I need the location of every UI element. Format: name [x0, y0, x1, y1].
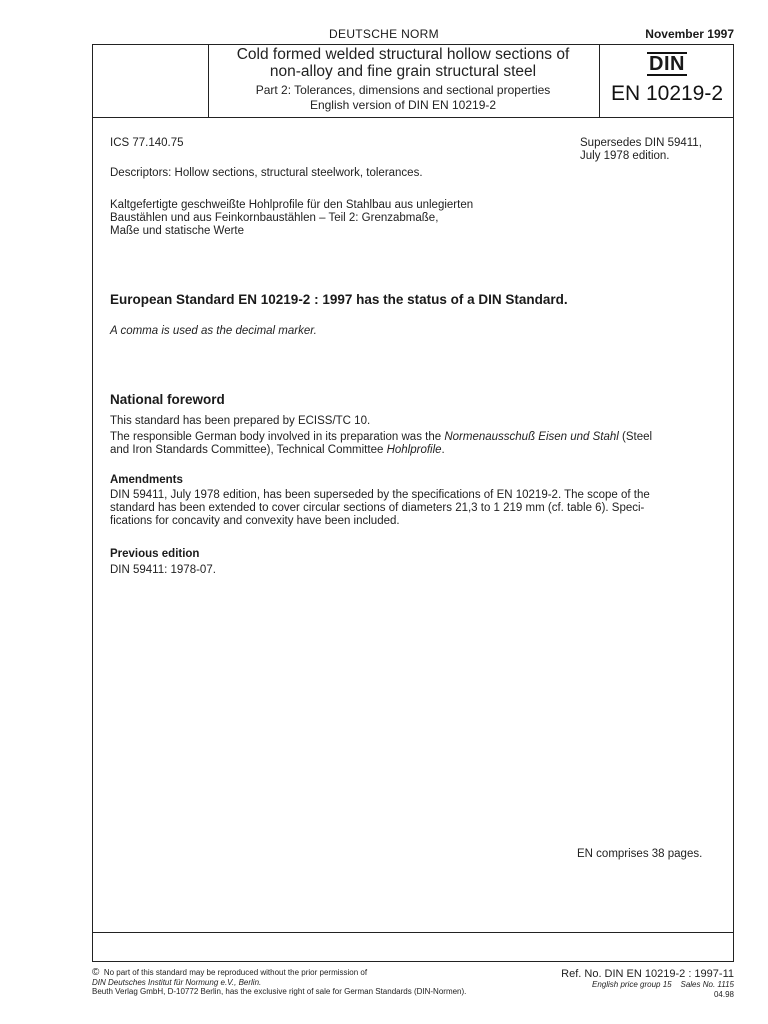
copyright-line-3: Beuth Verlag GmbH, D-10772 Berlin, has the exclusive right of sale for German Standards (DIN-Normen). — [92, 987, 467, 996]
german-title-line-3: Maße und statische Werte — [110, 225, 245, 237]
price-group: English price group 15 — [591, 980, 672, 989]
deutsche-norm-label: DEUTSCHE NORM — [329, 27, 439, 41]
din-logo: DIN — [649, 53, 685, 75]
print-code: 04.98 — [713, 990, 734, 999]
amendments-line-3: fications for concavity and convexity have been included. — [110, 515, 400, 527]
previous-edition-heading: Previous edition — [110, 548, 200, 560]
supersedes-line-1: Supersedes DIN 59411, — [580, 137, 702, 149]
title-line-2: non-alloy and fine grain structural steel — [269, 63, 537, 80]
amendments-line-2: standard has been extended to cover circular sections of diameters 21,3 to 1 219 mm (cf. table 6). Speci- — [110, 502, 645, 514]
german-title-line-1: Kaltgefertigte geschweißte Hohlprofile für den Stahlbau aus unlegierten — [110, 199, 474, 211]
subtitle-line-2: English version of DIN EN 10219-2 — [309, 98, 497, 112]
copyright-notice: © No part of this standard may be reproduced without the prior permission of DIN Deutsches Institut für Normung e.V., Berlin. Beuth Verlag GmbH, D-10772 Berlin, has the exclusive right of sale for German Standards (DIN-Normen). — [92, 967, 467, 996]
ics-code: ICS 77.140.75 — [110, 137, 184, 149]
copyright-line-2: DIN Deutsches Institut für Normung e.V., Berlin. — [92, 977, 262, 987]
din-block — [600, 52, 734, 106]
reference-block — [561, 968, 734, 1000]
german-title-line-2: Baustählen und aus Feinkornbaustählen – Teil 2: Grenzabmaße, — [110, 212, 439, 224]
reference-number: Ref. No. DIN EN 10219-2 : 1997-11 — [561, 968, 734, 980]
subtitle-line-1: Part 2: Tolerances, dimensions and sectional properties — [255, 83, 551, 97]
amendments-heading: Amendments — [110, 474, 183, 486]
amendments-text — [110, 489, 725, 528]
foreword-line-3: and Iron Standards Committee), Technical Committee Hohlprofile. — [110, 444, 445, 456]
page-count-note: EN comprises 38 pages. — [577, 848, 703, 860]
german-title — [110, 199, 473, 238]
foreword-line-1: This standard has been prepared by ECISS/TC 10. — [110, 415, 371, 427]
supersedes-line-2: July 1978 edition. — [580, 150, 670, 162]
title-line-1: Cold formed welded structural hollow sections of — [236, 46, 570, 63]
foreword-paragraph — [110, 431, 720, 457]
foreword-heading: National foreword — [110, 392, 225, 407]
standard-number: EN 10219-2 — [610, 82, 724, 105]
foreword-line-2: The responsible German body involved in its preparation was the Normenausschuß Eisen und Stahl (Steel — [110, 431, 653, 443]
title-block — [208, 46, 598, 113]
sales-number: Sales No. 1115 — [680, 980, 734, 989]
committee-name: Normenausschuß Eisen und Stahl — [444, 431, 619, 443]
publication-date: November 1997 — [645, 27, 734, 41]
amendments-line-1: DIN 59411, July 1978 edition, has been superseded by the specifications of EN 10219-2. The scope of the — [110, 489, 650, 501]
technical-committee-name: Hohlprofile — [386, 444, 442, 456]
copyright-icon: © — [92, 967, 100, 978]
previous-edition-text: DIN 59411: 1978-07. — [110, 564, 216, 576]
status-heading: European Standard EN 10219-2 : 1997 has the status of a DIN Standard. — [110, 292, 568, 307]
footer-divider — [92, 932, 734, 933]
decimal-marker-note: A comma is used as the decimal marker. — [110, 325, 317, 337]
supersedes-note — [580, 137, 702, 163]
descriptors: Descriptors: Hollow sections, structural steelwork, tolerances. — [110, 167, 423, 179]
